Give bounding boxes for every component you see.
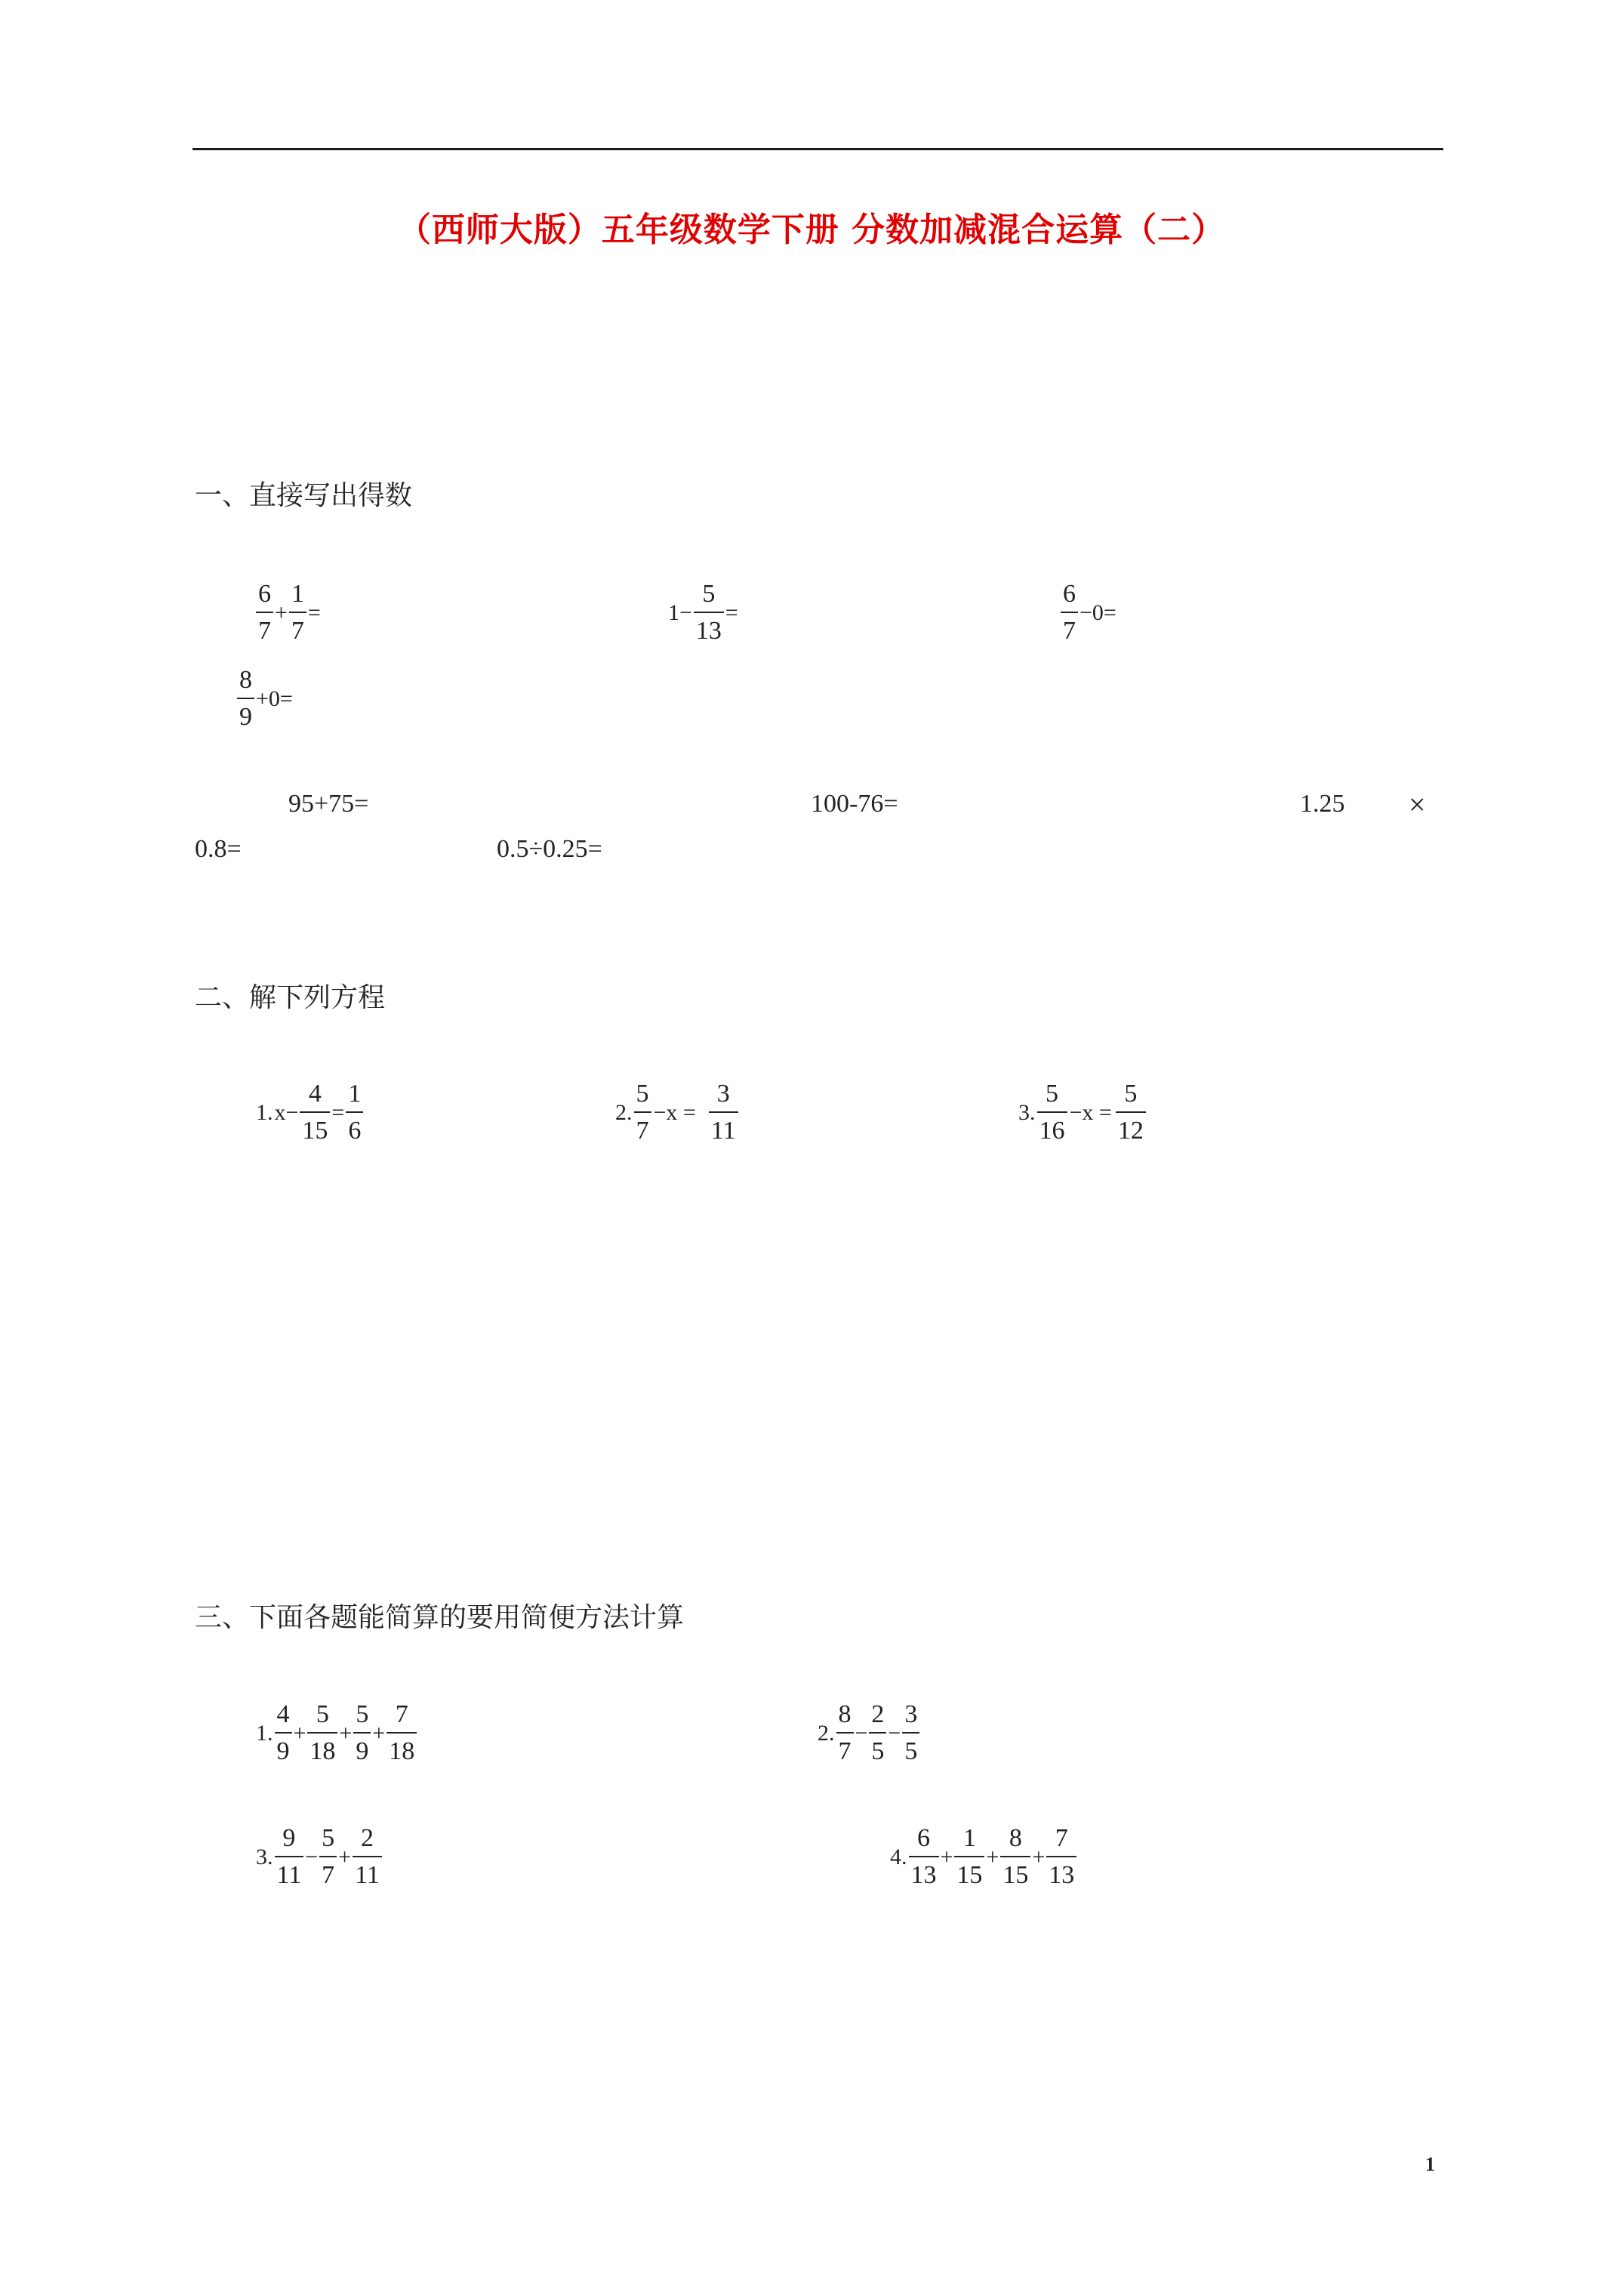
fraction: $\frac{7}{13}$ bbox=[1046, 1826, 1076, 1888]
fraction: $\frac{5}{9}$ bbox=[353, 1702, 371, 1764]
fraction: $\frac{9}{11}$ bbox=[275, 1826, 304, 1888]
fraction: $\frac{5}{7}$ bbox=[634, 1081, 651, 1144]
fraction: $\frac{1}{6}$ bbox=[346, 1081, 363, 1144]
fraction: $\frac{4}{15}$ bbox=[300, 1081, 330, 1144]
section-2-heading: 二、解下列方程 bbox=[195, 982, 386, 1013]
fraction: $\frac{5}{13}$ bbox=[694, 581, 724, 644]
fraction: $\frac{5}{18}$ bbox=[307, 1702, 337, 1764]
fraction: $\frac{4}{9}$ bbox=[275, 1702, 292, 1764]
fraction: $\frac{1}{15}$ bbox=[954, 1826, 984, 1888]
problem-1-7-b: 0.8= bbox=[195, 835, 242, 863]
fraction: $\frac{3}{5}$ bbox=[902, 1702, 919, 1764]
fraction: $\frac{1}{7}$ bbox=[289, 581, 306, 644]
times-sign: × bbox=[1409, 787, 1426, 821]
problem-1-5: 95+75= bbox=[288, 790, 369, 818]
fraction: $\frac{5}{7}$ bbox=[319, 1826, 337, 1888]
problem-1-7-a: 1.25 bbox=[1300, 790, 1345, 818]
problem-1-1: $\frac{6}{7}$ + $\frac{1}{7}$ = bbox=[255, 581, 322, 644]
problem-1-6: 100-76= bbox=[811, 790, 898, 818]
fraction: $\frac{6}{7}$ bbox=[1061, 581, 1078, 644]
fraction: $\frac{2}{11}$ bbox=[353, 1826, 382, 1888]
page-title: （西师大版）五年级数学下册 分数加减混合运算（二） bbox=[397, 211, 1226, 249]
fraction: $\frac{6}{7}$ bbox=[256, 581, 273, 644]
problem-1-3: $\frac{6}{7}$ −0= bbox=[1060, 581, 1117, 644]
fraction: $\frac{6}{13}$ bbox=[909, 1826, 939, 1888]
equation-1: 1. x− $\frac{4}{15}$ = $\frac{1}{6}$ bbox=[255, 1081, 364, 1144]
calc-4: 4. $\frac{6}{13}$ + $\frac{1}{15}$ + $\frac{8}{15}$ + $\frac{7}{13}$ bbox=[889, 1826, 1077, 1888]
calc-3: 3. $\frac{9}{11}$ − $\frac{5}{7}$ + $\frac{2}{11}$ bbox=[255, 1826, 383, 1888]
fraction: $\frac{7}{18}$ bbox=[387, 1702, 417, 1764]
equation-3: 3. $\frac{5}{16}$ −x = $\frac{5}{12}$ bbox=[1018, 1081, 1147, 1144]
section-1-heading: 一、直接写出得数 bbox=[195, 480, 413, 511]
page-number: 1 bbox=[1425, 2153, 1435, 2175]
problem-1-4: $\frac{8}{9}$ +0= bbox=[236, 667, 294, 730]
header-rule bbox=[192, 148, 1443, 150]
fraction: $\frac{8}{7}$ bbox=[836, 1702, 854, 1764]
problem-1-2: 1− $\frac{5}{13}$ = bbox=[668, 580, 738, 645]
fraction: $\frac{3}{11}$ bbox=[709, 1081, 738, 1144]
calc-2: 2. $\frac{8}{7}$ − $\frac{2}{5}$ − $\frac{3}{5}$ bbox=[817, 1702, 920, 1764]
fraction: $\frac{5}{12}$ bbox=[1116, 1081, 1146, 1144]
equation-2: 2. $\frac{5}{7}$ −x = $\frac{3}{11}$ bbox=[614, 1081, 739, 1144]
calc-1: 1. $\frac{4}{9}$ + $\frac{5}{18}$ + $\frac{5}{9}$ + $\frac{7}{18}$ bbox=[255, 1702, 417, 1764]
section-3-heading: 三、下面各题能简算的要用简便方法计算 bbox=[195, 1602, 685, 1633]
fraction: $\frac{2}{5}$ bbox=[869, 1702, 886, 1764]
fraction: $\frac{5}{16}$ bbox=[1037, 1081, 1067, 1144]
fraction: $\frac{8}{9}$ bbox=[237, 667, 254, 730]
fraction: $\frac{8}{15}$ bbox=[1000, 1826, 1030, 1888]
problem-1-8: 0.5÷0.25= bbox=[497, 835, 602, 863]
